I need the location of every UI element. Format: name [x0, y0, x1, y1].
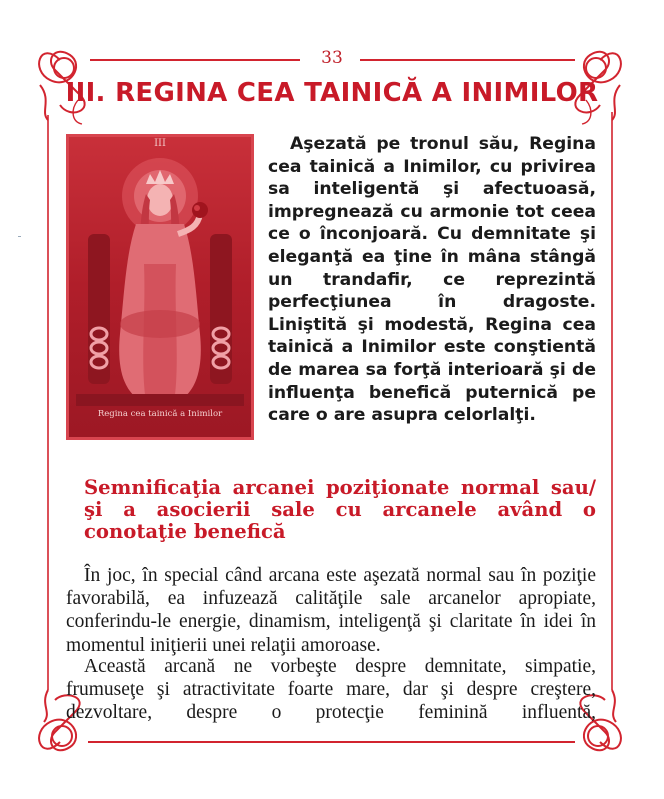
intro-paragraph: Aşezată pe tronul său, Regina cea tainică a Inimilor, cu privirea sa inteligentă şi afectuoasă, impregnează cu armonie tot ceea ce o înconjoară. Cu demnitate şi eleganţă ea ţine în mâna stângă un trandafir, ce reprezintă perfecţiunea în dragoste. Liniştită şi modestă, Regina cea tainică a Inimilor este conştientă de marea sa forţă interioară şi de influenţa benefică puternică pe care o are asupra celorlalţi. — [268, 134, 596, 426]
section-heading: Semnificaţia arcanei poziţionate normal sau/ şi a asocierii sale cu arcanele având o conotaţie benefică — [84, 476, 596, 543]
body-paragraph: Această arcană ne vorbeşte despre demnitate, simpatie, frumuseţe şi atractivitate foarte mare, dar şi despre creştere, dezvoltare, despre o protecţie feminină influentă, — [66, 656, 596, 724]
tarot-card-image — [66, 134, 254, 440]
card-numeral: III — [154, 138, 166, 149]
body-paragraph: În joc, în special când arcana este aşezată normal sau în poziţie favorabilă, ea infuzează calităţile sale arcanelor apropiate, conferindu-le energie, dinamism, inteligenţă şi claritate în idei în momentul iniţierii unei relaţii amoroase. — [66, 565, 596, 656]
queen-figure-illustration — [66, 134, 254, 440]
scan-mark — [18, 236, 21, 237]
page-number: 33 — [321, 48, 343, 68]
card-caption: Regina cea tainică a Inimilor — [97, 409, 223, 419]
chapter-title: III. REGINA CEA TAINICĂ A INIMILOR — [65, 78, 599, 108]
